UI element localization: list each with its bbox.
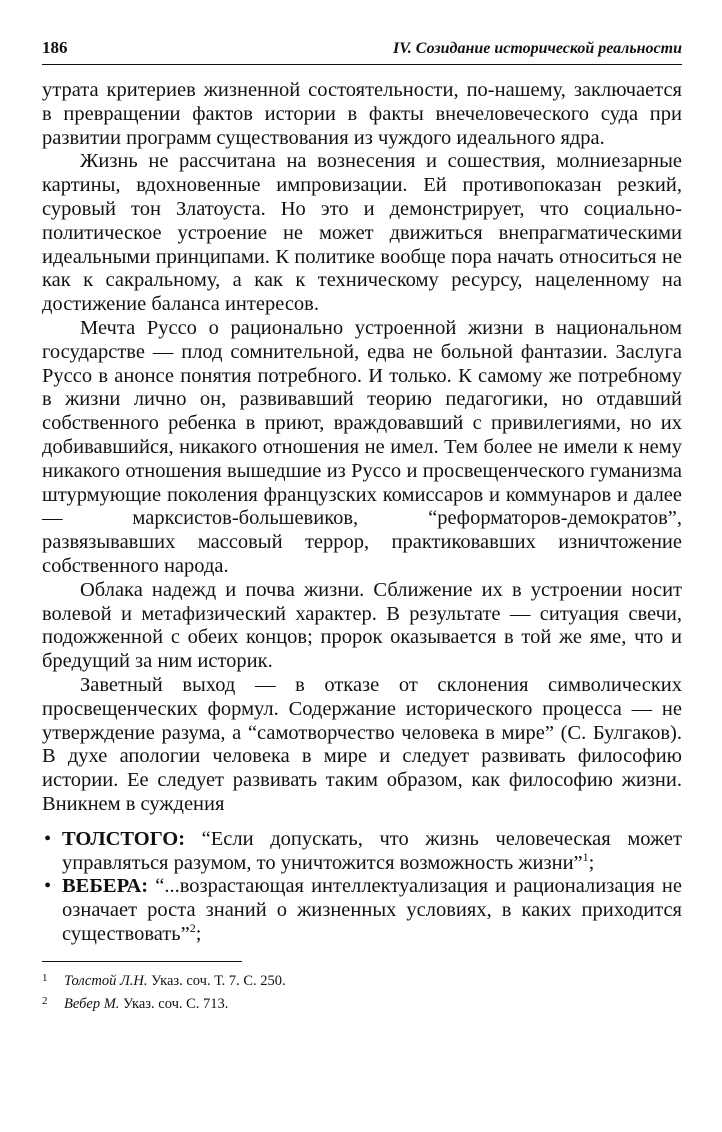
quote-item: [42, 875, 682, 946]
footnote-number: 1: [42, 971, 48, 984]
paragraph: Жизнь не рассчитана на вознесения и сошествия, молниезарные картины, вдохновенные импровизации. Ей противопоказан резкий, суровый тон Златоуста. Но это и демонстрирует, что социально-политическое устроение не может движиться внепрагматическими идеальными принципами. К политике вообще пора начать относиться не как к сакральному, а как к техническому ресурсу, нацеленному на достижение баланса интересов.: [42, 150, 682, 316]
footnote-ref: 2: [189, 921, 196, 936]
quote-author: ТОЛСТОГО:: [62, 827, 186, 850]
footnotes: [42, 970, 682, 1016]
quote-author: ВЕБЕРА:: [62, 875, 149, 898]
running-title: IV. Созидание исторической реальности: [392, 40, 682, 57]
bullet-icon: •: [44, 827, 52, 850]
footnote: [42, 970, 682, 993]
quote-text: “Если допускать, что жизнь человеческая может управляться разумом, то уничтожится возможность жизни”: [62, 827, 682, 874]
quote-list: [42, 828, 682, 947]
quote-tail: ;: [195, 922, 202, 945]
footnote-author: Толстой Л.Н.: [64, 972, 148, 989]
page: [42, 38, 682, 1016]
footnote: [42, 993, 682, 1016]
paragraph: Облака надежд и почва жизни. Сближение их в устроении носит волевой и метафизический характер. В результате — ситуация свечи, подожженной с обеих концов; пророк оказывается в той же яме, что и бредущий за ним историк.: [42, 578, 682, 673]
footnote-author: Вебер М.: [64, 995, 120, 1012]
paragraph: утрата критериев жизненной состоятельности, по-нашему, заключается в превращении фактов истории в факты внечеловеческого суда при развитии программ существования из чуждого идеального ядра.: [42, 79, 682, 149]
quote-item: [42, 828, 682, 876]
footnote-divider: [42, 961, 242, 962]
page-number: 186: [42, 38, 68, 57]
footnote-text: Указ. соч. С. 713.: [119, 995, 229, 1012]
paragraph: Заветный выход — в отказе от склонения символических просвещенческих формул. Содержание исторического процесса — не утверждение разума, а “самотворчество человека в мире” (С. Булгаков). В духе апологии человека в мире и следует развивать философию истории. Ее следует развивать таким образом, как философию жизни. Вникнем в суждения: [42, 673, 682, 815]
paragraph: Мечта Руссо о рационально устроенной жизни в национальном государстве — плод сомнительной, едва не больной фантазии. Заслуга Руссо в анонсе понятия потребного. И только. К самому же потребному в жизни лично он, развивавший теорию педагогики, но отдавший собственного ребенка в приют, враждовавший с привилегиями, но их добивавшийся, никакого отношения не имел. Тем более не имели к нему никакого отношения вышедшие из Руссо и просвещенческого гуманизма штурмующие поколения французских комиссаров и коммунаров и далее — марксистов-большевиков, “реформаторов-демократов”, развязывавших массовый террор, практиковавших изничтожение собственного народа.: [42, 316, 682, 577]
quote-text: “...возрастающая интеллектуализация и рационализация не означает роста знаний о жизненных условиях, в каких приходится существовать”: [62, 875, 682, 945]
quote-tail: ;: [588, 851, 595, 874]
body-text: [42, 79, 682, 817]
footnote-ref: 1: [582, 849, 589, 864]
footnote-text: Указ. соч. Т. 7. С. 250.: [147, 972, 286, 989]
running-header: [42, 38, 682, 65]
footnote-number: 2: [42, 994, 48, 1007]
bullet-icon: •: [44, 875, 52, 898]
